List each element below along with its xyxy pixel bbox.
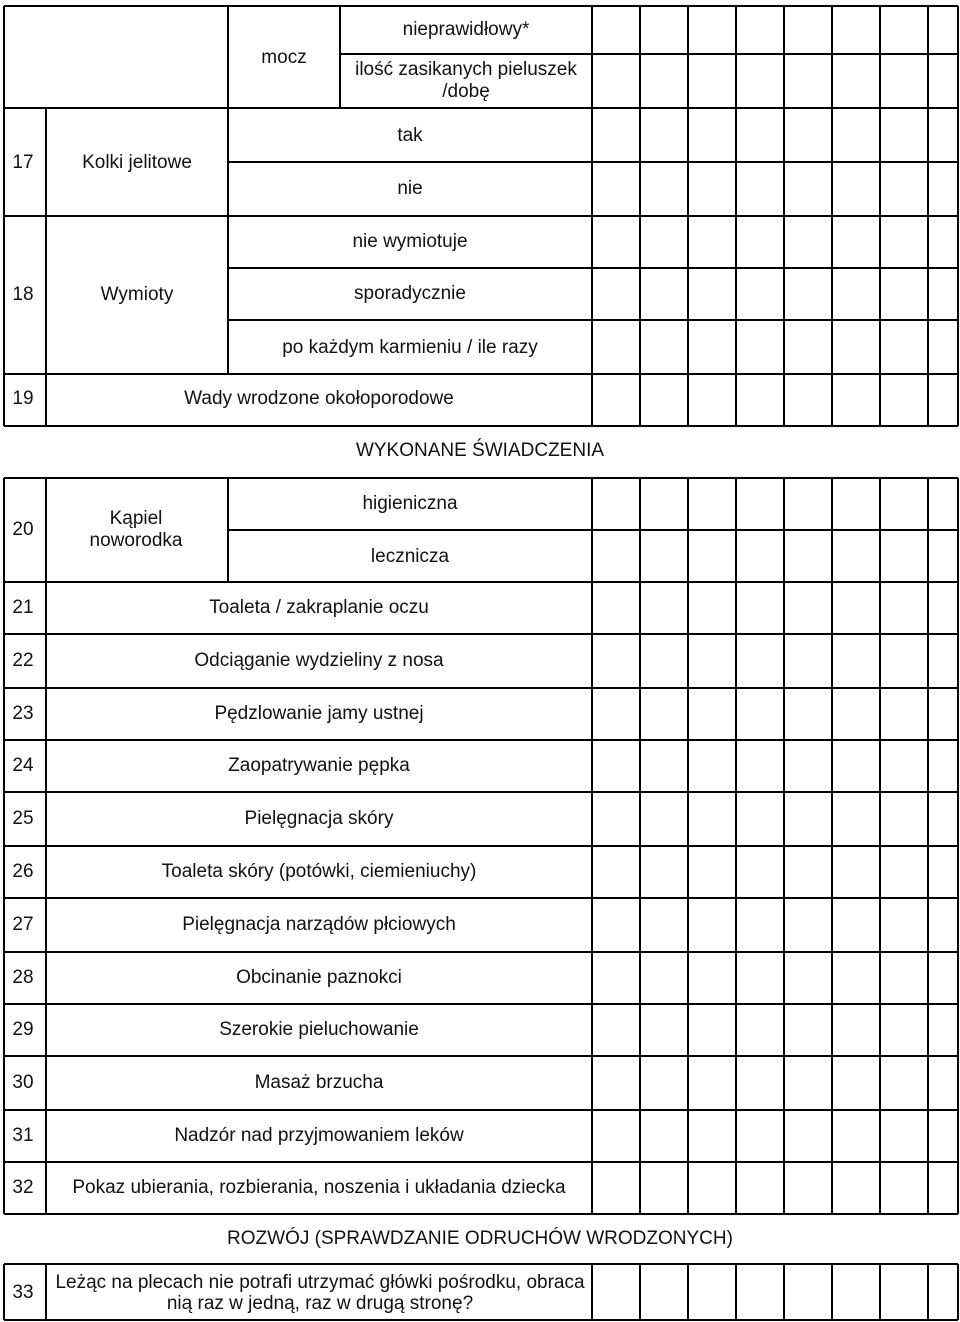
row-number: 28: [12, 967, 34, 988]
grid-line: [783, 6, 785, 374]
grid-line: [591, 6, 593, 374]
grid-line: [4, 477, 958, 479]
grid-line: [927, 1264, 929, 1320]
row-number: 26: [12, 861, 34, 882]
grid-line: [783, 478, 785, 1214]
grid-line: [228, 161, 958, 163]
urine-option-abnormal: nieprawidłowy*: [402, 19, 530, 40]
grid-line: [927, 6, 929, 374]
grid-line: [4, 1055, 958, 1057]
grid-line: [4, 107, 958, 109]
grid-line: [4, 739, 958, 741]
grid-line: [957, 374, 959, 426]
grid-line: [227, 6, 229, 374]
grid-line: [4, 951, 958, 953]
row-number: 33: [12, 1282, 34, 1303]
grid-line: [4, 633, 958, 635]
grid-line: [783, 374, 785, 426]
grid-line: [3, 6, 5, 374]
row-number: 29: [12, 1019, 34, 1040]
row-number: 31: [12, 1125, 34, 1146]
grid-line: [735, 1264, 737, 1320]
urine-option-diapers-count: ilość zasikanych pieluszek /dobę: [355, 59, 577, 102]
row-label: Kolki jelitowe: [82, 152, 192, 173]
grid-line: [687, 374, 689, 426]
row-number: 20: [12, 519, 34, 540]
grid-line: [879, 6, 881, 374]
row-number: 25: [12, 808, 34, 829]
row-label: Toaleta skóry (potówki, ciemieniuchy): [161, 861, 477, 882]
development-heading: ROZWÓJ (SPRAWDZANIE ODRUCHÓW WRODZONYCH): [227, 1228, 733, 1249]
grid-line: [735, 6, 737, 374]
grid-line: [4, 1213, 958, 1215]
row-number: 18: [12, 284, 34, 305]
row-number: 21: [12, 597, 34, 618]
row-number: 27: [12, 914, 34, 935]
row-option: sporadycznie: [354, 283, 466, 304]
grid-line: [591, 1264, 593, 1320]
grid-line: [4, 845, 958, 847]
grid-line: [3, 374, 5, 426]
grid-line: [3, 478, 5, 1214]
grid-line: [957, 1264, 959, 1320]
row-label: Pokaz ubierania, rozbierania, noszenia i układania dziecka: [72, 1177, 566, 1198]
row-option: nie: [397, 178, 423, 199]
grid-line: [879, 1264, 881, 1320]
row-label: Szerokie pieluchowanie: [219, 1019, 419, 1040]
grid-line: [45, 108, 47, 374]
row-label: Kąpiel noworodka: [89, 508, 183, 551]
grid-line: [45, 374, 47, 426]
grid-line: [735, 478, 737, 1214]
grid-line: [4, 1003, 958, 1005]
grid-line: [340, 53, 958, 55]
grid-line: [879, 478, 881, 1214]
grid-line: [639, 478, 641, 1214]
grid-line: [831, 1264, 833, 1320]
grid-line: [339, 6, 341, 108]
grid-line: [639, 6, 641, 374]
row-option: lecznicza: [370, 546, 450, 567]
grid-line: [4, 5, 958, 7]
row-number: 23: [12, 703, 34, 724]
grid-line: [831, 478, 833, 1214]
grid-line: [45, 1264, 47, 1320]
grid-line: [687, 6, 689, 374]
grid-line: [4, 581, 958, 583]
row-label: Odciąganie wydzieliny z nosa: [194, 650, 444, 671]
row-number: 30: [12, 1072, 34, 1093]
row-option: po każdym karmieniu / ile razy: [282, 337, 538, 358]
grid-line: [687, 1264, 689, 1320]
grid-line: [4, 897, 958, 899]
grid-line: [227, 478, 229, 582]
row-label: Obcinanie paznokci: [236, 967, 402, 988]
grid-line: [687, 478, 689, 1214]
grid-line: [228, 267, 958, 269]
grid-line: [927, 374, 929, 426]
grid-line: [927, 478, 929, 1214]
grid-line: [957, 478, 959, 1214]
grid-line: [4, 373, 958, 375]
grid-line: [831, 6, 833, 374]
row-label: Zaopatrywanie pępka: [228, 755, 410, 776]
grid-line: [228, 319, 958, 321]
row-label: Pielęgnacja narządów płciowych: [182, 914, 456, 935]
row-option: higieniczna: [362, 493, 458, 514]
grid-line: [639, 1264, 641, 1320]
grid-line: [4, 791, 958, 793]
row-number: 24: [12, 755, 34, 776]
row-label: Wady wrodzone okołoporodowe: [184, 388, 454, 409]
grid-line: [831, 374, 833, 426]
grid-line: [4, 1263, 958, 1265]
row-option: nie wymiotuje: [352, 231, 468, 252]
row-label: Toaleta / zakraplanie oczu: [209, 597, 429, 618]
row-number: 19: [12, 388, 34, 409]
row-number: 22: [12, 650, 34, 671]
grid-line: [591, 478, 593, 1214]
grid-line: [45, 478, 47, 1214]
services-heading: WYKONANE ŚWIADCZENIA: [355, 440, 605, 461]
grid-line: [957, 6, 959, 374]
row-label: Masaż brzucha: [254, 1072, 384, 1093]
row-label: Pędzlowanie jamy ustnej: [214, 703, 424, 724]
row-label: Nadzór nad przyjmowaniem leków: [174, 1125, 464, 1146]
row-label: Pielęgnacja skóry: [244, 808, 394, 829]
grid-line: [591, 374, 593, 426]
urine-label: mocz: [261, 47, 307, 68]
grid-line: [3, 1264, 5, 1320]
row-label: Leżąc na plecach nie potrafi utrzymać główki pośrodku, obraca nią raz w jedną, raz w drugą stronę?: [55, 1272, 585, 1314]
grid-line: [4, 687, 958, 689]
grid-line: [4, 1109, 958, 1111]
grid-line: [4, 1319, 958, 1321]
row-number: 32: [12, 1177, 34, 1198]
grid-line: [4, 1161, 958, 1163]
row-option: tak: [397, 125, 423, 146]
grid-line: [879, 374, 881, 426]
grid-line: [228, 529, 958, 531]
grid-line: [4, 215, 958, 217]
grid-line: [639, 374, 641, 426]
row-number: 17: [12, 152, 34, 173]
row-label: Wymioty: [100, 284, 174, 305]
grid-line: [783, 1264, 785, 1320]
grid-line: [4, 425, 958, 427]
grid-line: [735, 374, 737, 426]
